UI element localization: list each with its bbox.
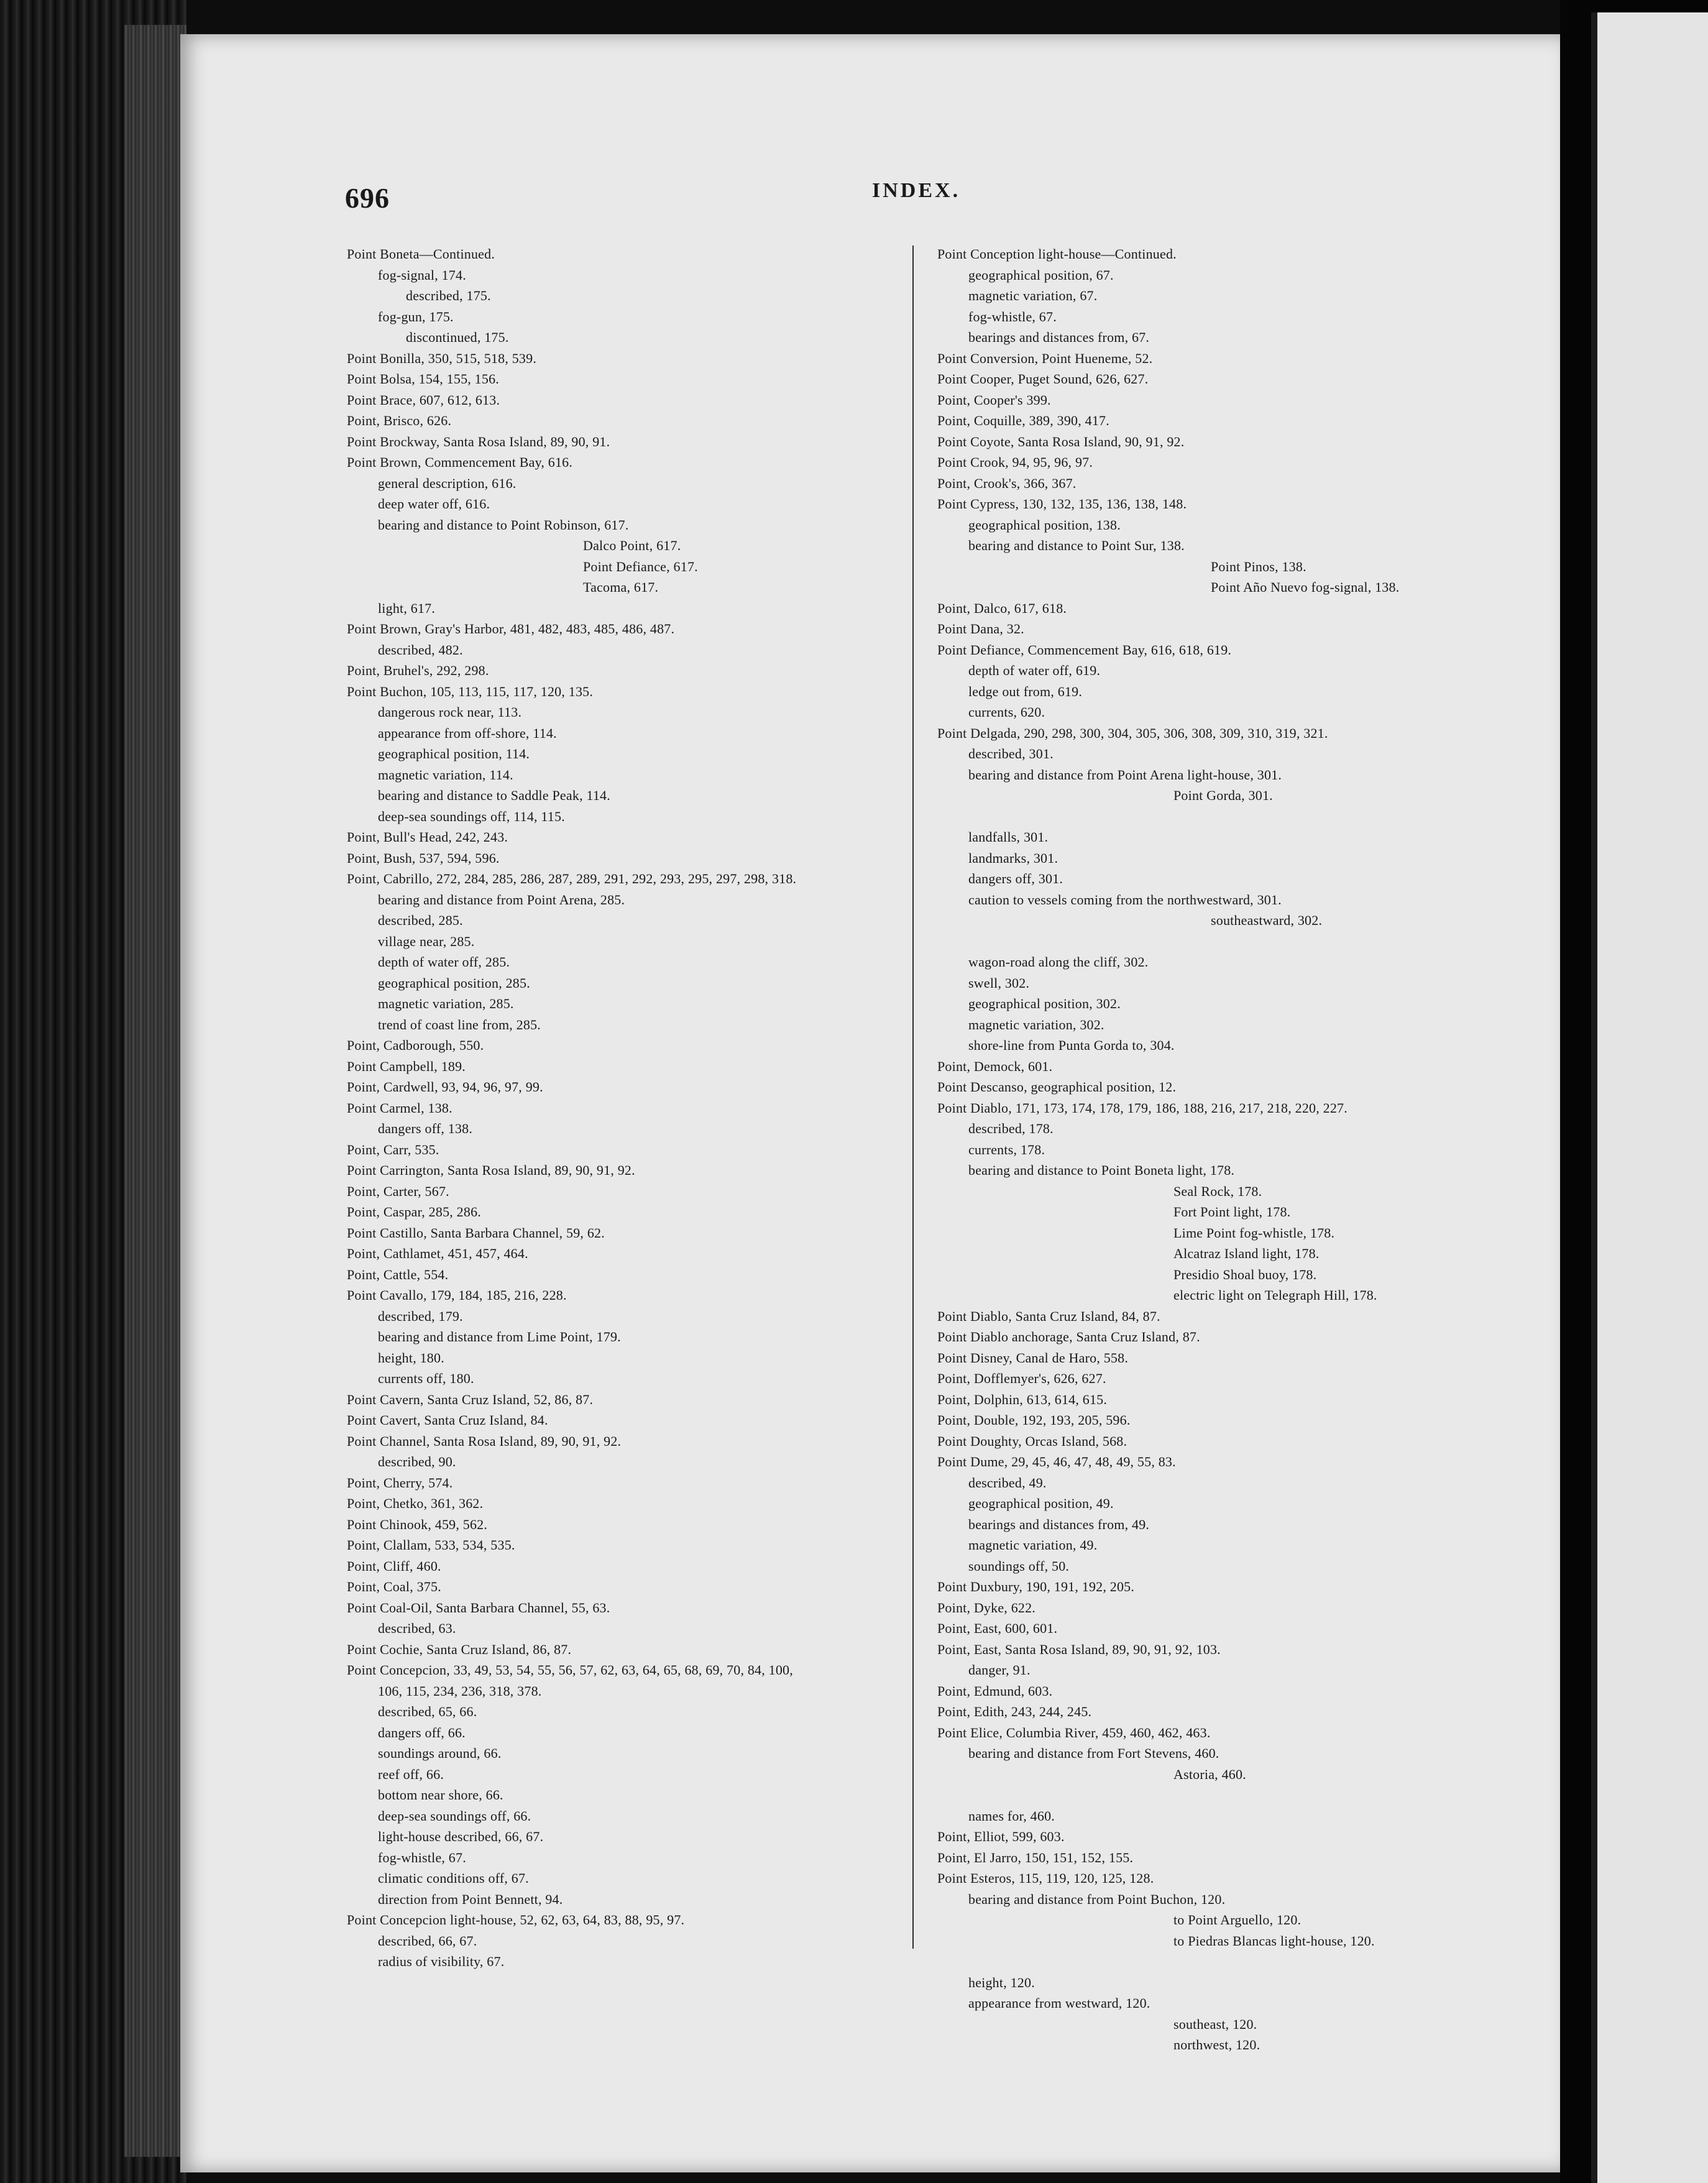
index-entry: Point Cooper, Puget Sound, 626, 627.	[937, 371, 1149, 387]
index-entry: fog-whistle, 67.	[378, 1849, 466, 1865]
index-entry: swell, 302.	[968, 975, 1030, 991]
index-entry: described, 175.	[406, 288, 491, 303]
index-entry: geographical position, 138.	[968, 517, 1121, 533]
index-entry: Point Coyote, Santa Rosa Island, 90, 91, 92.	[937, 433, 1185, 449]
index-entry	[937, 1785, 1559, 1806]
index-entry: Point, Coal, 375.	[347, 1579, 441, 1594]
index-entry: Point Brown, Commencement Bay, 616.	[347, 454, 573, 470]
index-entry: Point Pinos, 138.	[1211, 558, 1306, 574]
index-entry: Point Buchon, 105, 113, 115, 117, 120, 135.	[347, 683, 594, 699]
index-entry: depth of water off, 619.	[968, 663, 1101, 678]
index-entry: magnetic variation, 49.	[968, 1537, 1098, 1553]
index-entry: fog-whistle, 67.	[968, 308, 1057, 324]
index-entry: described, 49.	[968, 1474, 1047, 1491]
index-entry: described, 65, 66.	[378, 1704, 477, 1719]
index-entry: Point Gorda, 301.	[1173, 788, 1273, 803]
index-entry: Point Diablo anchorage, Santa Cruz Island, 87.	[937, 1329, 1200, 1344]
index-entry: Point, Cardwell, 93, 94, 96, 97, 99.	[347, 1079, 543, 1095]
index-entry: Point Brown, Gray's Harbor, 481, 482, 483, 485, 486, 487.	[347, 621, 675, 637]
index-entry: Point, Dalco, 617, 618.	[937, 600, 1067, 616]
index-entry: fog-signal, 174.	[378, 267, 466, 283]
index-column-right	[937, 244, 1559, 2056]
index-entry: Point, Cadborough, 550.	[347, 1037, 484, 1053]
index-entry: dangers off, 66.	[378, 1724, 466, 1740]
index-entry: Dalco Point, 617.	[583, 538, 681, 553]
index-entry: Point, Clallam, 533, 534, 535.	[347, 1537, 515, 1553]
index-entry: Point, El Jarro, 150, 151, 152, 155.	[937, 1849, 1134, 1865]
index-entry: geographical position, 67.	[968, 267, 1114, 283]
index-entry: bearing and distance to Point Boneta light, 178.	[968, 1162, 1235, 1178]
index-entry: bearing and distance to Saddle Peak, 114.	[378, 788, 610, 803]
index-entry: Point, Bruhel's, 292, 298.	[347, 663, 489, 678]
index-entry: magnetic variation, 285.	[378, 996, 514, 1011]
index-entry: Point Dana, 32.	[937, 621, 1024, 637]
index-entry: Point Disney, Canal de Haro, 558.	[937, 1349, 1129, 1366]
index-entry: landmarks, 301.	[968, 850, 1058, 866]
index-entry: Point Conception light-house—Continued.	[937, 246, 1177, 262]
index-entry: Alcatraz Island light, 178.	[1173, 1246, 1320, 1261]
index-entry: Point, Cliff, 460.	[347, 1558, 441, 1574]
index-entry: caution to vessels coming from the northwestward, 301.	[968, 891, 1282, 908]
index-entry: light-house described, 66, 67.	[378, 1829, 544, 1844]
page-number: 696	[345, 182, 390, 214]
index-entry: depth of water off, 285.	[378, 954, 510, 970]
index-entry: Point, Caspar, 285, 286.	[347, 1204, 481, 1220]
index-entry: soundings around, 66.	[378, 1745, 502, 1761]
index-entry: Point, Edith, 243, 244, 245.	[937, 1704, 1092, 1719]
index-entry: Point Bonilla, 350, 515, 518, 539.	[347, 350, 537, 366]
index-entry: Point, Coquille, 389, 390, 417.	[937, 413, 1109, 428]
index-entry: described, 90.	[378, 1454, 456, 1469]
index-column-left	[347, 244, 906, 1972]
index-entry: described, 63.	[378, 1620, 456, 1636]
index-entry: trend of coast line from, 285.	[378, 1016, 541, 1032]
index-entry: Point Chinook, 459, 562.	[347, 1516, 488, 1532]
index-entry: Presidio Shoal buoy, 178.	[1173, 1266, 1317, 1282]
index-entry: Point Cavern, Santa Cruz Island, 52, 86, 87.	[347, 1391, 594, 1407]
index-entry: Point, Crook's, 366, 367.	[937, 475, 1077, 491]
index-entry: Point Concepcion, 33, 49, 53, 54, 55, 56, 57, 62, 63, 64, 65, 68, 69, 70, 84, 100,	[347, 1662, 793, 1678]
index-entry: Point, Cabrillo, 272, 284, 285, 286, 287, 289, 291, 292, 293, 295, 297, 298, 318.	[347, 871, 797, 886]
index-entry: Point Delgada, 290, 298, 300, 304, 305, 306, 308, 309, 310, 319, 321.	[937, 725, 1328, 741]
index-entry: Point, Carter, 567.	[347, 1183, 449, 1199]
index-entry: appearance from westward, 120.	[968, 1995, 1150, 2011]
index-entry: described, 179.	[378, 1308, 463, 1324]
index-entry: electric light on Telegraph Hill, 178.	[1173, 1287, 1377, 1303]
index-entry: Point Castillo, Santa Barbara Channel, 59, 62.	[347, 1225, 605, 1241]
index-entry: magnetic variation, 302.	[968, 1016, 1104, 1032]
index-entry: currents, 178.	[968, 1141, 1045, 1157]
index-entry: appearance from off-shore, 114.	[378, 725, 557, 741]
index-entry: bearing and distance from Point Buchon, 120.	[968, 1891, 1226, 1907]
index-entry: Point, Cathlamet, 451, 457, 464.	[347, 1246, 528, 1261]
index-entry: Point, Bull's Head, 242, 243.	[347, 829, 508, 845]
index-entry: southeastward, 302.	[1211, 912, 1323, 928]
index-entry: light, 617.	[378, 600, 436, 616]
index-entry: discontinued, 175.	[406, 329, 509, 345]
index-entry: radius of visibility, 67.	[378, 1954, 505, 1969]
index-entry	[937, 931, 1559, 952]
index-entry	[937, 1951, 1559, 1972]
index-entry: bottom near shore, 66.	[378, 1787, 503, 1803]
index-entry: Point Defiance, Commencement Bay, 616, 618, 619.	[937, 641, 1232, 658]
index-entry: Point Brockway, Santa Rosa Island, 89, 90, 91.	[347, 433, 610, 449]
index-entry: described, 178.	[968, 1121, 1054, 1136]
index-entry: Point Carrington, Santa Rosa Island, 89, 90, 91, 92.	[347, 1162, 635, 1178]
index-entry: Point Cochie, Santa Cruz Island, 86, 87.	[347, 1641, 572, 1657]
index-entry: Lime Point fog-whistle, 178.	[1173, 1225, 1335, 1241]
index-entry: bearing and distance from Fort Stevens, 460.	[968, 1745, 1219, 1761]
index-entry: Point Duxbury, 190, 191, 192, 205.	[937, 1579, 1135, 1594]
index-entry: Tacoma, 617.	[583, 579, 659, 595]
index-entry: village near, 285.	[378, 933, 475, 949]
index-entry: southeast, 120.	[1173, 2016, 1257, 2032]
index-entry: 106, 115, 234, 236, 318, 378.	[378, 1683, 542, 1699]
index-entry: Point Esteros, 115, 119, 120, 125, 128.	[937, 1870, 1154, 1886]
page-heading: INDEX.	[872, 179, 961, 202]
book-edge	[0, 0, 186, 2183]
index-entry: Point Diablo, Santa Cruz Island, 84, 87.	[937, 1308, 1160, 1324]
index-entry: reef off, 66.	[378, 1766, 444, 1782]
index-entry: magnetic variation, 114.	[378, 766, 513, 783]
index-entry: Point, Dyke, 622.	[937, 1599, 1036, 1615]
index-entry: deep-sea soundings off, 66.	[378, 1808, 531, 1824]
index-entry: Fort Point light, 178.	[1173, 1204, 1291, 1220]
index-entry: soundings off, 50.	[968, 1558, 1070, 1574]
index-entry: fog-gun, 175.	[378, 308, 454, 324]
index-entry	[937, 806, 1559, 827]
index-entry: danger, 91.	[968, 1662, 1031, 1678]
index-entry: Point, East, Santa Rosa Island, 89, 90, 91, 92, 103.	[937, 1641, 1221, 1657]
index-entry: described, 301.	[968, 746, 1054, 761]
index-entry: Point, Edmund, 603.	[937, 1683, 1053, 1699]
index-entry: described, 482.	[378, 641, 463, 658]
index-entry: general description, 616.	[378, 475, 517, 491]
index-entry: Point Crook, 94, 95, 96, 97.	[937, 454, 1093, 470]
index-entry: Point Elice, Columbia River, 459, 460, 462, 463.	[937, 1724, 1211, 1740]
index-entry: Point, Brisco, 626.	[347, 413, 452, 428]
index-entry: bearing and distance from Point Arena light-house, 301.	[968, 766, 1282, 783]
index-entry: Point Doughty, Orcas Island, 568.	[937, 1433, 1127, 1449]
index-entry: Point, East, 600, 601.	[937, 1620, 1058, 1636]
index-entry: Point Descanso, geographical position, 12.	[937, 1079, 1177, 1095]
index-entry: dangers off, 301.	[968, 871, 1063, 886]
index-entry: magnetic variation, 67.	[968, 288, 1098, 303]
index-entry: to Piedras Blancas light-house, 120.	[1173, 1933, 1375, 1949]
index-entry: Point Diablo, 171, 173, 174, 178, 179, 186, 188, 216, 217, 218, 220, 227.	[937, 1100, 1348, 1116]
index-entry: Point, Bush, 537, 594, 596.	[347, 850, 500, 866]
index-entry: deep-sea soundings off, 114, 115.	[378, 808, 565, 824]
index-entry: bearing and distance from Lime Point, 179.	[378, 1329, 621, 1344]
index-entry: wagon-road along the cliff, 302.	[968, 954, 1149, 970]
index-entry: bearing and distance to Point Robinson, 617.	[378, 517, 629, 533]
index-entry: shore-line from Punta Gorda to, 304.	[968, 1037, 1175, 1053]
index-entry: Point Año Nuevo fog-signal, 138.	[1211, 579, 1400, 595]
index-entry: dangers off, 138.	[378, 1121, 473, 1136]
index-entry: Point, Cherry, 574.	[347, 1474, 453, 1491]
index-entry: Point, Demock, 601.	[937, 1058, 1053, 1074]
index-entry: Point Cypress, 130, 132, 135, 136, 138, 148.	[937, 496, 1187, 512]
index-entry: currents off, 180.	[378, 1371, 474, 1386]
index-entry: Point Bolsa, 154, 155, 156.	[347, 371, 499, 387]
index-entry: northwest, 120.	[1173, 2037, 1260, 2052]
index-entry: height, 180.	[378, 1349, 444, 1366]
index-entry: Astoria, 460.	[1173, 1766, 1246, 1782]
index-entry: Point Brace, 607, 612, 613.	[347, 392, 500, 408]
index-entry: to Point Arguello, 120.	[1173, 1912, 1302, 1928]
index-entry: bearing and distance from Point Arena, 285.	[378, 891, 625, 908]
index-entry: height, 120.	[968, 1974, 1035, 1990]
index-entry: geographical position, 285.	[378, 975, 530, 991]
index-entry: geographical position, 114.	[378, 746, 530, 761]
index-entry: Point Boneta—Continued.	[347, 246, 495, 262]
index-entry: Point Cavert, Santa Cruz Island, 84.	[347, 1412, 548, 1428]
index-entry: direction from Point Bennett, 94.	[378, 1891, 563, 1907]
index-entry: landfalls, 301.	[968, 829, 1049, 845]
index-entry: Point Concepcion light-house, 52, 62, 63, 64, 83, 88, 95, 97.	[347, 1912, 685, 1928]
index-entry: Point, Cattle, 554.	[347, 1266, 449, 1282]
index-entry: Point, Dolphin, 613, 614, 615.	[937, 1391, 1108, 1407]
index-entry: Point Conversion, Point Hueneme, 52.	[937, 350, 1153, 366]
index-entry: Point Campbell, 189.	[347, 1058, 466, 1074]
index-entry: Point, Elliot, 599, 603.	[937, 1829, 1065, 1844]
column-divider	[912, 246, 914, 1949]
index-entry: Point, Chetko, 361, 362.	[347, 1496, 484, 1511]
index-entry: described, 285.	[378, 912, 463, 928]
index-entry: Seal Rock, 178.	[1173, 1183, 1262, 1199]
index-entry: Point Dume, 29, 45, 46, 47, 48, 49, 55, 83.	[937, 1454, 1176, 1469]
index-entry: bearings and distances from, 67.	[968, 329, 1150, 345]
next-page-edge	[1591, 12, 1708, 2183]
index-entry: bearings and distances from, 49.	[968, 1516, 1150, 1532]
index-entry: Point Defiance, 617.	[583, 558, 698, 574]
index-entry: Point, Cooper's 399.	[937, 392, 1051, 408]
index-entry: Point, Dofflemyer's, 626, 627.	[937, 1371, 1106, 1386]
index-entry: climatic conditions off, 67.	[378, 1870, 529, 1886]
index-entry: Point Cavallo, 179, 184, 185, 216, 228.	[347, 1287, 567, 1303]
index-entry: geographical position, 302.	[968, 996, 1121, 1011]
index-entry: Point Carmel, 138.	[347, 1100, 452, 1116]
index-entry: Point, Double, 192, 193, 205, 596.	[937, 1412, 1131, 1428]
index-entry: Point Channel, Santa Rosa Island, 89, 90, 91, 92.	[347, 1433, 622, 1449]
index-entry: ledge out from, 619.	[968, 683, 1083, 699]
index-entry: described, 66, 67.	[378, 1933, 477, 1949]
index-entry: bearing and distance to Point Sur, 138.	[968, 538, 1185, 553]
index-entry: dangerous rock near, 113.	[378, 704, 522, 720]
index-entry: Point Coal-Oil, Santa Barbara Channel, 55, 63.	[347, 1599, 610, 1615]
index-entry: Point, Carr, 535.	[347, 1141, 439, 1157]
index-entry: geographical position, 49.	[968, 1496, 1114, 1511]
index-entry: names for, 460.	[968, 1808, 1055, 1824]
index-entry: currents, 620.	[968, 704, 1045, 720]
index-entry: deep water off, 616.	[378, 496, 490, 512]
